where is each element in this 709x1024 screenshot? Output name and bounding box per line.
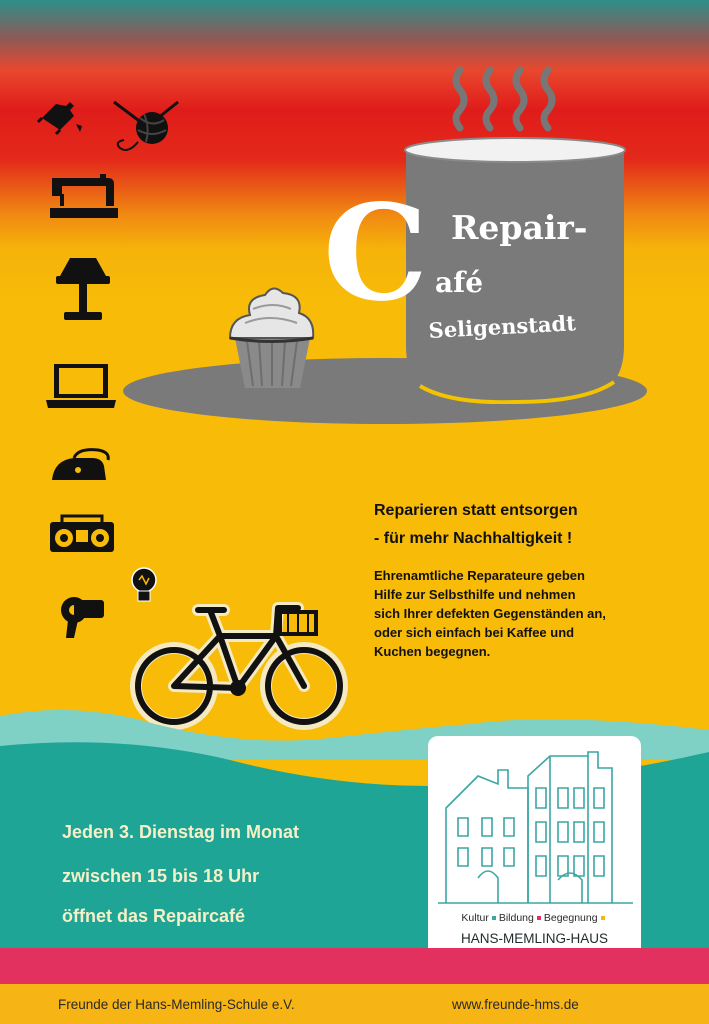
footer-organization: Freunde der Hans-Memling-Schule e.V. bbox=[58, 997, 295, 1012]
description-line: Kuchen begegnen. bbox=[374, 644, 491, 659]
slogan-line-1: Reparieren statt entsorgen bbox=[374, 502, 578, 519]
slogan-line-2: - für mehr Nachhaltigkeit ! bbox=[374, 530, 573, 547]
schedule-line-1: Jeden 3. Dienstag im Monat bbox=[62, 822, 300, 842]
logo-tag-begegnung: Begegnung bbox=[543, 912, 598, 924]
title-line-3: Seligenstadt bbox=[428, 310, 577, 343]
title-line-1: Repair- bbox=[451, 208, 588, 247]
footer-band bbox=[0, 948, 709, 984]
description-line: oder sich einfach bei Kaffee und bbox=[374, 625, 575, 640]
footer bbox=[0, 984, 709, 1024]
description-line: sich Ihrer defekten Gegenständen an, bbox=[374, 606, 606, 621]
building-icon bbox=[438, 748, 633, 908]
logo-name: HANS-MEMLING-HAUS bbox=[460, 931, 608, 946]
description-line: Ehrenamtliche Reparateure geben bbox=[374, 568, 585, 583]
logo-dot bbox=[537, 916, 541, 920]
schedule-line-3: öffnet das Repaircafé bbox=[62, 906, 246, 926]
title-big-letter: C bbox=[323, 176, 429, 331]
description-line: Hilfe zur Selbsthilfe und nehmen bbox=[374, 587, 576, 602]
schedule-line-2: zwischen 15 bis 18 Uhr bbox=[62, 866, 260, 886]
logo-tag-kultur: Kultur bbox=[461, 912, 489, 924]
logo-dot bbox=[492, 916, 496, 920]
logo-dot bbox=[601, 916, 605, 920]
hans-memling-haus-logo bbox=[428, 736, 641, 966]
title-line-2: afé bbox=[435, 266, 484, 299]
footer-website-link[interactable]: www.freunde-hms.de bbox=[452, 997, 579, 1012]
logo-tag-bildung: Bildung bbox=[498, 912, 534, 924]
logo-tagline bbox=[428, 912, 641, 924]
